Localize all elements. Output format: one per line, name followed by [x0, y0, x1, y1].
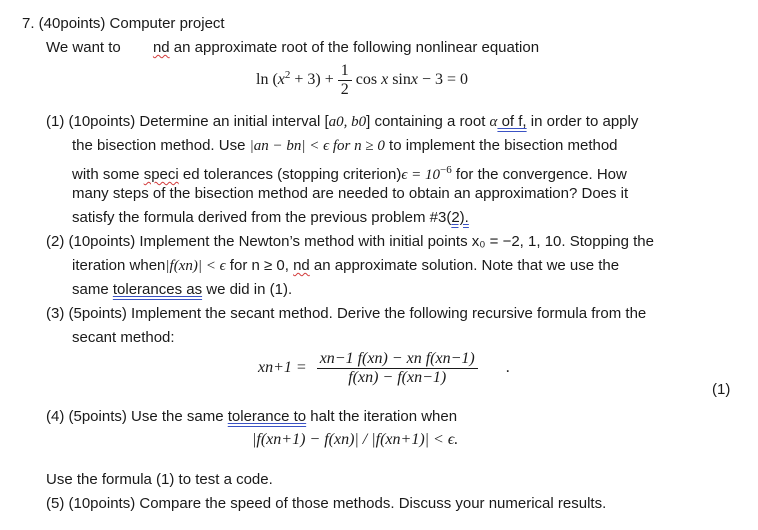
part5-line: (5) (10points) Compare the speed of those methods. Discuss your numerical results.	[46, 495, 607, 512]
secant-fraction	[317, 350, 478, 387]
part1-line5: satisfy the formula derived from the previous problem #3(2).	[72, 209, 469, 226]
eq-plus: + 3) +	[290, 71, 338, 89]
part4-line1: (4) (5points) Use the same tolerance to halt the iteration when	[46, 408, 458, 425]
eq-cos: cos	[351, 71, 382, 89]
part3-line1: (3) (5points) Implement the secant method. Derive the following recursive formula from the	[46, 305, 647, 322]
eq-rhs: − 3 = 0	[417, 71, 469, 89]
part1-epsilon: ϵ = 10	[401, 167, 441, 183]
intro-line	[46, 38, 539, 58]
part4-equation: |f(xn+1) − f(xn)| / |f(xn+1)| < ϵ.	[252, 431, 459, 448]
equation-secant: xn+1 = $\frac{\text{xn−1 f(xn) − xn f(xn−1)}}{f(xn) - f(xn-1)}$ .	[258, 350, 510, 386]
secant-denominator: f(xn) − f(xn−1)	[348, 369, 447, 386]
eq-sin: sin	[388, 71, 411, 89]
eq-half: $\frac{1}{2}$	[338, 62, 352, 99]
eq-ln: ln (	[256, 71, 278, 89]
part2-criterion: |f(xn)| < ϵ	[165, 258, 226, 274]
part2-spell-nd: nd	[293, 257, 310, 274]
part2-line1: (2) (10points) Implement the Newton’s method with initial points x₀ = −2, 1, 10. Stopping the	[46, 233, 654, 250]
part1-spell-speci: speci	[143, 166, 179, 183]
part4-tolerance: tolerance to	[227, 408, 307, 425]
eq-exp: 2	[284, 68, 291, 81]
part1-line1: (1) (10points) Determine an initial interval [a0, b0] containing a root α of f, in order to apply	[46, 113, 639, 130]
intro-text-c: an approximate root of the following nonlinear equation	[169, 39, 540, 56]
part1-of-f: of f,	[497, 113, 527, 130]
secant-lhs: xn+1 =	[258, 359, 307, 377]
part2-line2: iteration when|f(xn)| < ϵ for n ≥ 0, nd an approximate solution. Note that we use the	[72, 257, 620, 274]
part1-line4: many steps of the bisection method are needed to obtain an approximation? Does it	[72, 185, 629, 202]
equation-main: $\ln (x^2 + 3)$ + $\frac{1}{2}$ cos x sinx − 3 = 0	[256, 62, 469, 98]
part2-line3: same tolerances as we did in (1).	[72, 281, 293, 298]
intro-text-a: We want to	[46, 39, 121, 56]
part1-ref: 2).	[451, 209, 469, 226]
part2-tolerances: tolerances as	[112, 281, 203, 298]
part1-line3: with some speci ed tolerances (stopping criterion)ϵ = $10^{-6}$ for the convergence. How	[72, 164, 627, 183]
problem-title: 7. (40points) Computer project	[22, 15, 225, 32]
eq-x: x	[277, 71, 285, 89]
part3-line2: secant method:	[72, 329, 175, 346]
secant-numerator: xn−1 f(xn) − xn f(xn−1)	[317, 350, 478, 369]
part1-bisection-criterion: |an − bn| < ϵ for n ≥ 0	[249, 138, 385, 154]
part1-line2: the bisection method. Use |an − bn| < ϵ for n ≥ 0 to implement the bisection method	[72, 137, 618, 154]
intro-spell-nd: nd	[152, 39, 170, 56]
equation-tag: (1)	[712, 381, 731, 398]
use-formula-line: Use the formula (1) to test a code.	[46, 471, 273, 488]
